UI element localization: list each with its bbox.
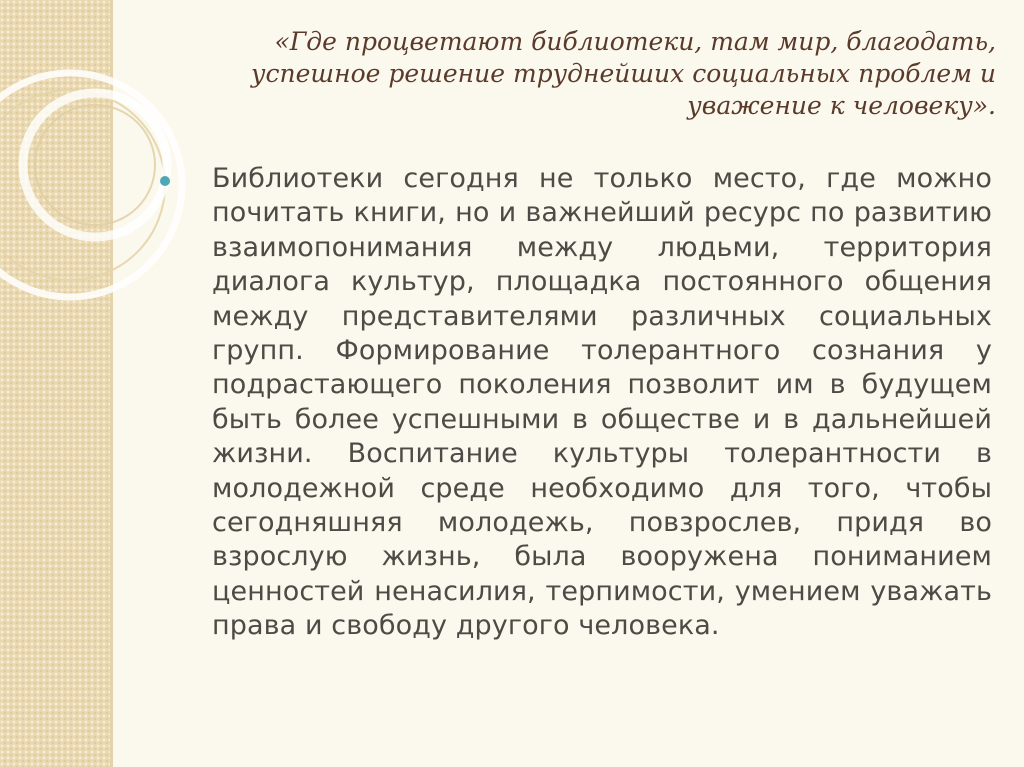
bullet-paragraph: Библиотеки сегодня не только место, где можно почитать книги, но и важнейший ресурс по развитию взаимопонимания между людьми, территория диалога культур, площадка постоянного общения между представителями различных социальных групп. Формирование толерантного сознания у подрастающего поколения позволит им в будущем быть более успешными в обществе и в дальнейшей жизни. Воспитание культуры толерантности в молодежной среде необходимо для того, чтобы сегодняшняя молодежь, повзрослев, придя во взрослую жизнь, была вооружена пониманием ценностей ненасилия, терпимости, умением уважать права и свободу другого человека. xyxy=(212,163,992,642)
round-bullet-icon xyxy=(160,176,170,186)
bullet-list xyxy=(160,162,990,722)
quote-title: «Где процветают библиотеки, там мир, благодать, успешное решение труднейших социальных проблем и уважение к человеку». xyxy=(251,27,996,120)
